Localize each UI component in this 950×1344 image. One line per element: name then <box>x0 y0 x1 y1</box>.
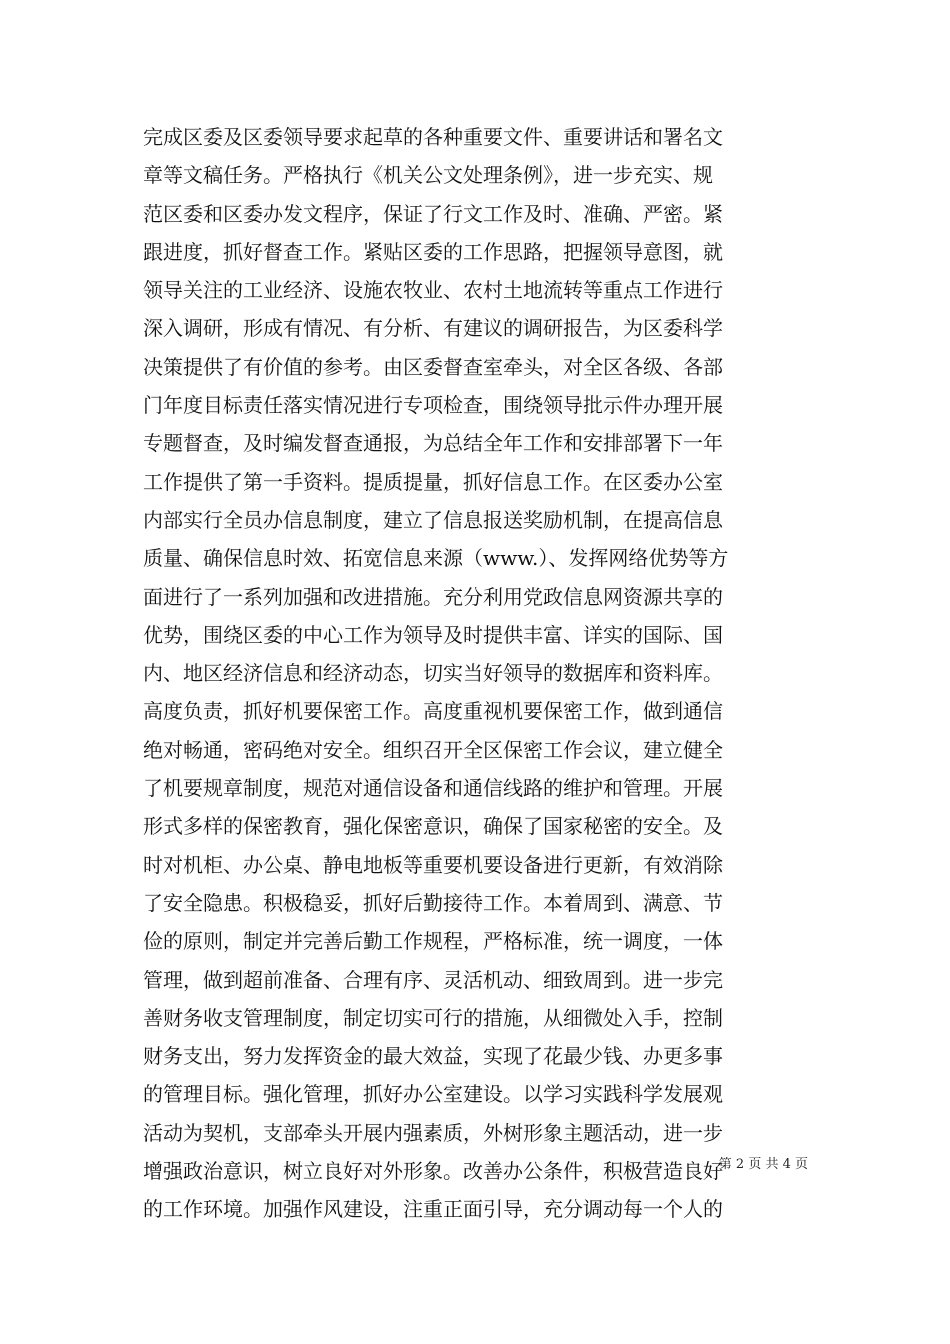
text-line: 增强政治意识，树立良好对外形象。改善办公条件，积极营造良好 <box>143 1159 723 1184</box>
text-line: 章等文稿任务。严格执行《机关公文处理条例》，进一步充实、规 <box>143 163 713 188</box>
text-line: 形式多样的保密教育，强化保密意识，确保了国家秘密的安全。及 <box>143 814 723 839</box>
text-line: 范区委和区委办发文程序，保证了行文工作及时、准确、严密。紧 <box>143 201 723 226</box>
page-number-footer: 第 2 页 共 4 页 <box>718 1157 808 1172</box>
text-line: 善财务收支管理制度，制定切实可行的措施，从细微处入手，控制 <box>143 1005 723 1030</box>
text-line: 完成区委及区委领导要求起草的各种重要文件、重要讲话和署名文 <box>143 125 723 149</box>
text-line: 深入调研，形成有情况、有分析、有建议的调研报告，为区委科学 <box>143 316 723 341</box>
text-line: 专题督查，及时编发督查通报，为总结全年工作和安排部署下一年 <box>143 431 723 456</box>
text-line: 面进行了一系列加强和改进措施。充分利用党政信息网资源共享的 <box>143 584 723 609</box>
text-line: 的管理目标。强化管理，抓好办公室建设。以学习实践科学发展观 <box>143 1082 723 1107</box>
text-line: 绝对畅通，密码绝对安全。组织召开全区保密工作会议，建立健全 <box>143 737 723 762</box>
text-line: 了机要规章制度，规范对通信设备和通信线路的维护和管理。开展 <box>143 776 723 801</box>
text-line: 质量、确保信息时效、拓宽信息来源（www.）、发挥网络优势等方 <box>143 546 729 571</box>
text-line: 管理，做到超前准备、合理有序、灵活机动、细致周到。进一步完 <box>143 967 723 992</box>
text-line: 工作提供了第一手资料。提质提量，抓好信息工作。在区委办公室 <box>143 469 723 494</box>
text-line: 决策提供了有价值的参考。由区委督查室牵头，对全区各级、各部 <box>143 354 723 379</box>
text-line: 时对机柜、办公桌、静电地板等重要机要设备进行更新，有效消除 <box>143 852 723 877</box>
text-line: 活动为契机，支部牵头开展内强素质，外树形象主题活动，进一步 <box>143 1120 723 1145</box>
text-line: 财务支出，努力发挥资金的最大效益，实现了花最少钱、办更多事 <box>143 1044 723 1069</box>
text-line: 跟进度，抓好督查工作。紧贴区委的工作思路，把握领导意图，就 <box>143 239 723 264</box>
body-text <box>143 118 813 1229</box>
text-line: 了安全隐患。积极稳妥，抓好后勤接待工作。本着周到、满意、节 <box>143 890 723 915</box>
text-line: 高度负责，抓好机要保密工作。高度重视机要保密工作，做到通信 <box>143 699 723 724</box>
text-line: 门年度目标责任落实情况进行专项检查，围绕领导批示件办理开展 <box>143 393 723 418</box>
text-line: 领导关注的工业经济、设施农牧业、农村土地流转等重点工作进行 <box>143 278 723 303</box>
text-line: 的工作环境。加强作风建设，注重正面引导，充分调动每一个人的 <box>143 1197 723 1222</box>
text-line: 优势，围绕区委的中心工作为领导及时提供丰富、详实的国际、国 <box>143 622 723 647</box>
text-line: 内、地区经济信息和经济动态，切实当好领导的数据库和资料库。 <box>143 661 723 686</box>
text-line: 俭的原则，制定并完善后勤工作规程，严格标准，统一调度，一体 <box>143 929 723 954</box>
text-line: 内部实行全员办信息制度，建立了信息报送奖励机制，在提高信息 <box>143 507 723 532</box>
